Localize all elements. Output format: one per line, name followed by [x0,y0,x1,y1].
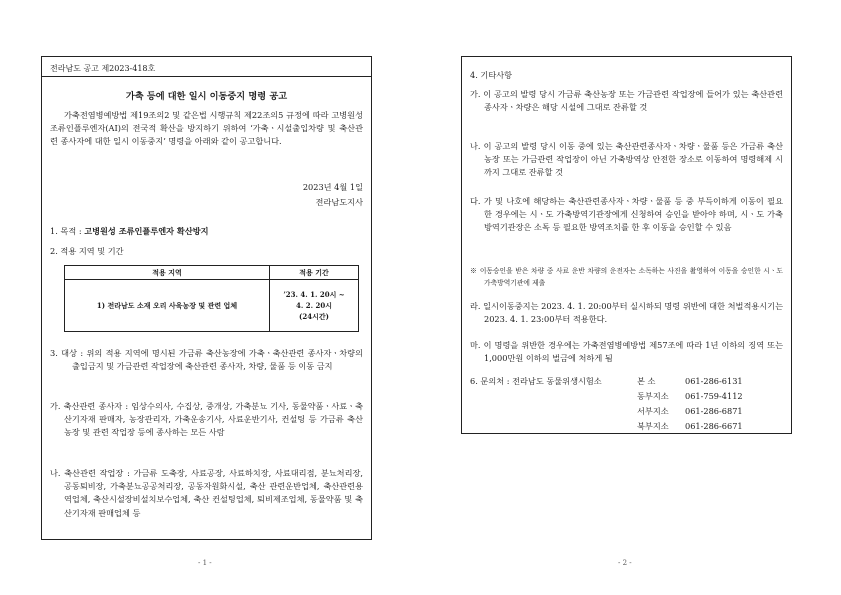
document-page-1 [41,56,372,540]
contact-row [637,390,783,403]
page-number-1: - 1 - [198,559,212,567]
section-6-inquiry: 6. 문의처 : 전라남도 동물위생시험소 [470,376,602,386]
contact-row [637,375,783,388]
item-ma: 마. 이 명령을 위반한 경우에는 가축전염병예방법 제57조에 따라 1년 이하의 징역 또는 1,000만원 이하의 벌금에 처하게 됨 [470,340,783,364]
issuer-name: 전라남도지사 [315,197,363,207]
item-ga: 가. 이 공고의 발령 당시 가금류 축산농장 또는 가금관련 작업장에 들어가 있는 축산관련 종사자ㆍ차량은 해당 시설에 그대로 잔류할 것 [470,89,783,113]
application-period-table [64,265,359,332]
table-cell-area: 1) 전라남도 소재 오리 사육농장 및 관련 업체 [65,280,270,332]
contact-phone: 061-286-6671 [685,421,743,431]
contact-row [637,405,783,418]
contact-phone: 061-759-4112 [685,391,743,401]
section-2-heading: 2. 적용 지역 및 기간 [50,246,124,256]
item-ra: 라. 일시이동중지는 2023. 4. 1. 20:00부터 실시하되 명령 위반에 대한 처벌적용시기는 2023. 4. 1. 23:00부터 적용한다. [470,301,783,325]
section-3-target: 3. 대상 : 위의 적용 지역에 명시된 가금류 축산농장에 가축ㆍ축산관련 종사자ㆍ차량의 출입금지 및 가금관련 작업장에 축산관련 종사자, 차량, 물품 등 이동 금지 [50,348,363,372]
section-1-purpose [50,225,363,238]
section-4-heading: 4. 기타사항 [470,70,513,80]
item-na: 나. 이 공고의 발령 당시 이동 중에 있는 축산관련종사자ㆍ차량ㆍ물품 등은 가금류 축산농장 또는 가금관련 작업장이 아닌 가축방역상 안전한 장소로 이동하여 명령해제 시까지 그대로 잔류할 것 [470,141,783,178]
contact-phone: 061-286-6871 [685,406,743,416]
page-number-2: - 2 - [618,559,632,567]
notice-title: 가축 등에 대한 일시 이동중지 명령 공고 [125,91,288,102]
notice-date: 2023년 4월 1일 [302,182,363,192]
period-line-1: ’23. 4. 1. 20시 ~ [283,290,345,299]
document-page-2 [461,56,792,434]
contact-office: 동부지소 [637,391,669,401]
approval-note: ※ 이동승인을 받은 차량 중 사료 운반 차량의 운전자는 소독하는 사진을 촬영하여 이동을 승인한 시ㆍ도 가축방역기관에 제출 [470,267,783,287]
contact-phone: 061-286-6131 [685,376,743,386]
period-line-2: 4. 2. 20시 [296,301,332,310]
section-3-workers: 가. 축산관련 종사자 : 임상수의사, 수집상, 중개상, 가축분뇨 기사, 동물약품ㆍ사료ㆍ축산기자재 판매자, 농장관리자, 가축운송기사, 사료운반기사, 컨설팅 등 가금류 축산농장 및 관련 작업장 등에 종사하는 모든 사람 [50,401,363,438]
contact-office: 서부지소 [637,406,669,416]
period-line-3: (24시간) [299,312,329,321]
section-3-workplaces: 나. 축산관련 작업장 : 가금류 도축장, 사료공장, 사료하치장, 사료대리점, 분뇨처리장, 공동퇴비장, 가축분뇨공공처리장, 공동자원화시설, 축산 관련운반업체, 축산관련용역업체, 축산시설장비설치보수업체, 축산 컨설팅업체, 퇴비제조업체, 동물약품 및 축산기자재 판매업체 등 [50,468,363,518]
contact-row [637,420,783,433]
contact-office: 본 소 [637,376,656,386]
purpose-label: 1. 목적 : [50,226,85,236]
item-da: 다. 가 및 나호에 해당하는 축산관련종사자ㆍ차량ㆍ물품 등 중 부득이하게 이동이 필요한 경우에는 시ㆍ도 가축방역기관장에게 신청하여 승인을 받아야 하며, 시ㆍ도 가축방역기관장은 소독 등 필요한 방역조치를 한 후 이동을 승인할 수 있음 [470,196,783,233]
notice-number: 전라남도 공고 제2023-418호 [50,64,156,73]
table-cell-period [270,280,359,332]
header-divider [42,76,371,77]
intro-paragraph: 가축전염병예방법 제19조의2 및 같은법 시행규칙 제22조의5 규정에 따라 고병원성 조류인플루엔자(AI)의 전국적 확산을 방지하기 위하여 ‘가축ㆍ시설출입차량 및 축산관련 종사자에 대한 일시 이동중지’ 명령을 아래와 같이 공고합니다. [50,110,363,147]
table-header-area: 적용 지역 [65,266,270,280]
contact-office: 북부지소 [637,421,669,431]
table-header-period: 적용 기간 [270,266,359,280]
purpose-text: 고병원성 조류인플루엔자 확산방지 [84,226,209,236]
